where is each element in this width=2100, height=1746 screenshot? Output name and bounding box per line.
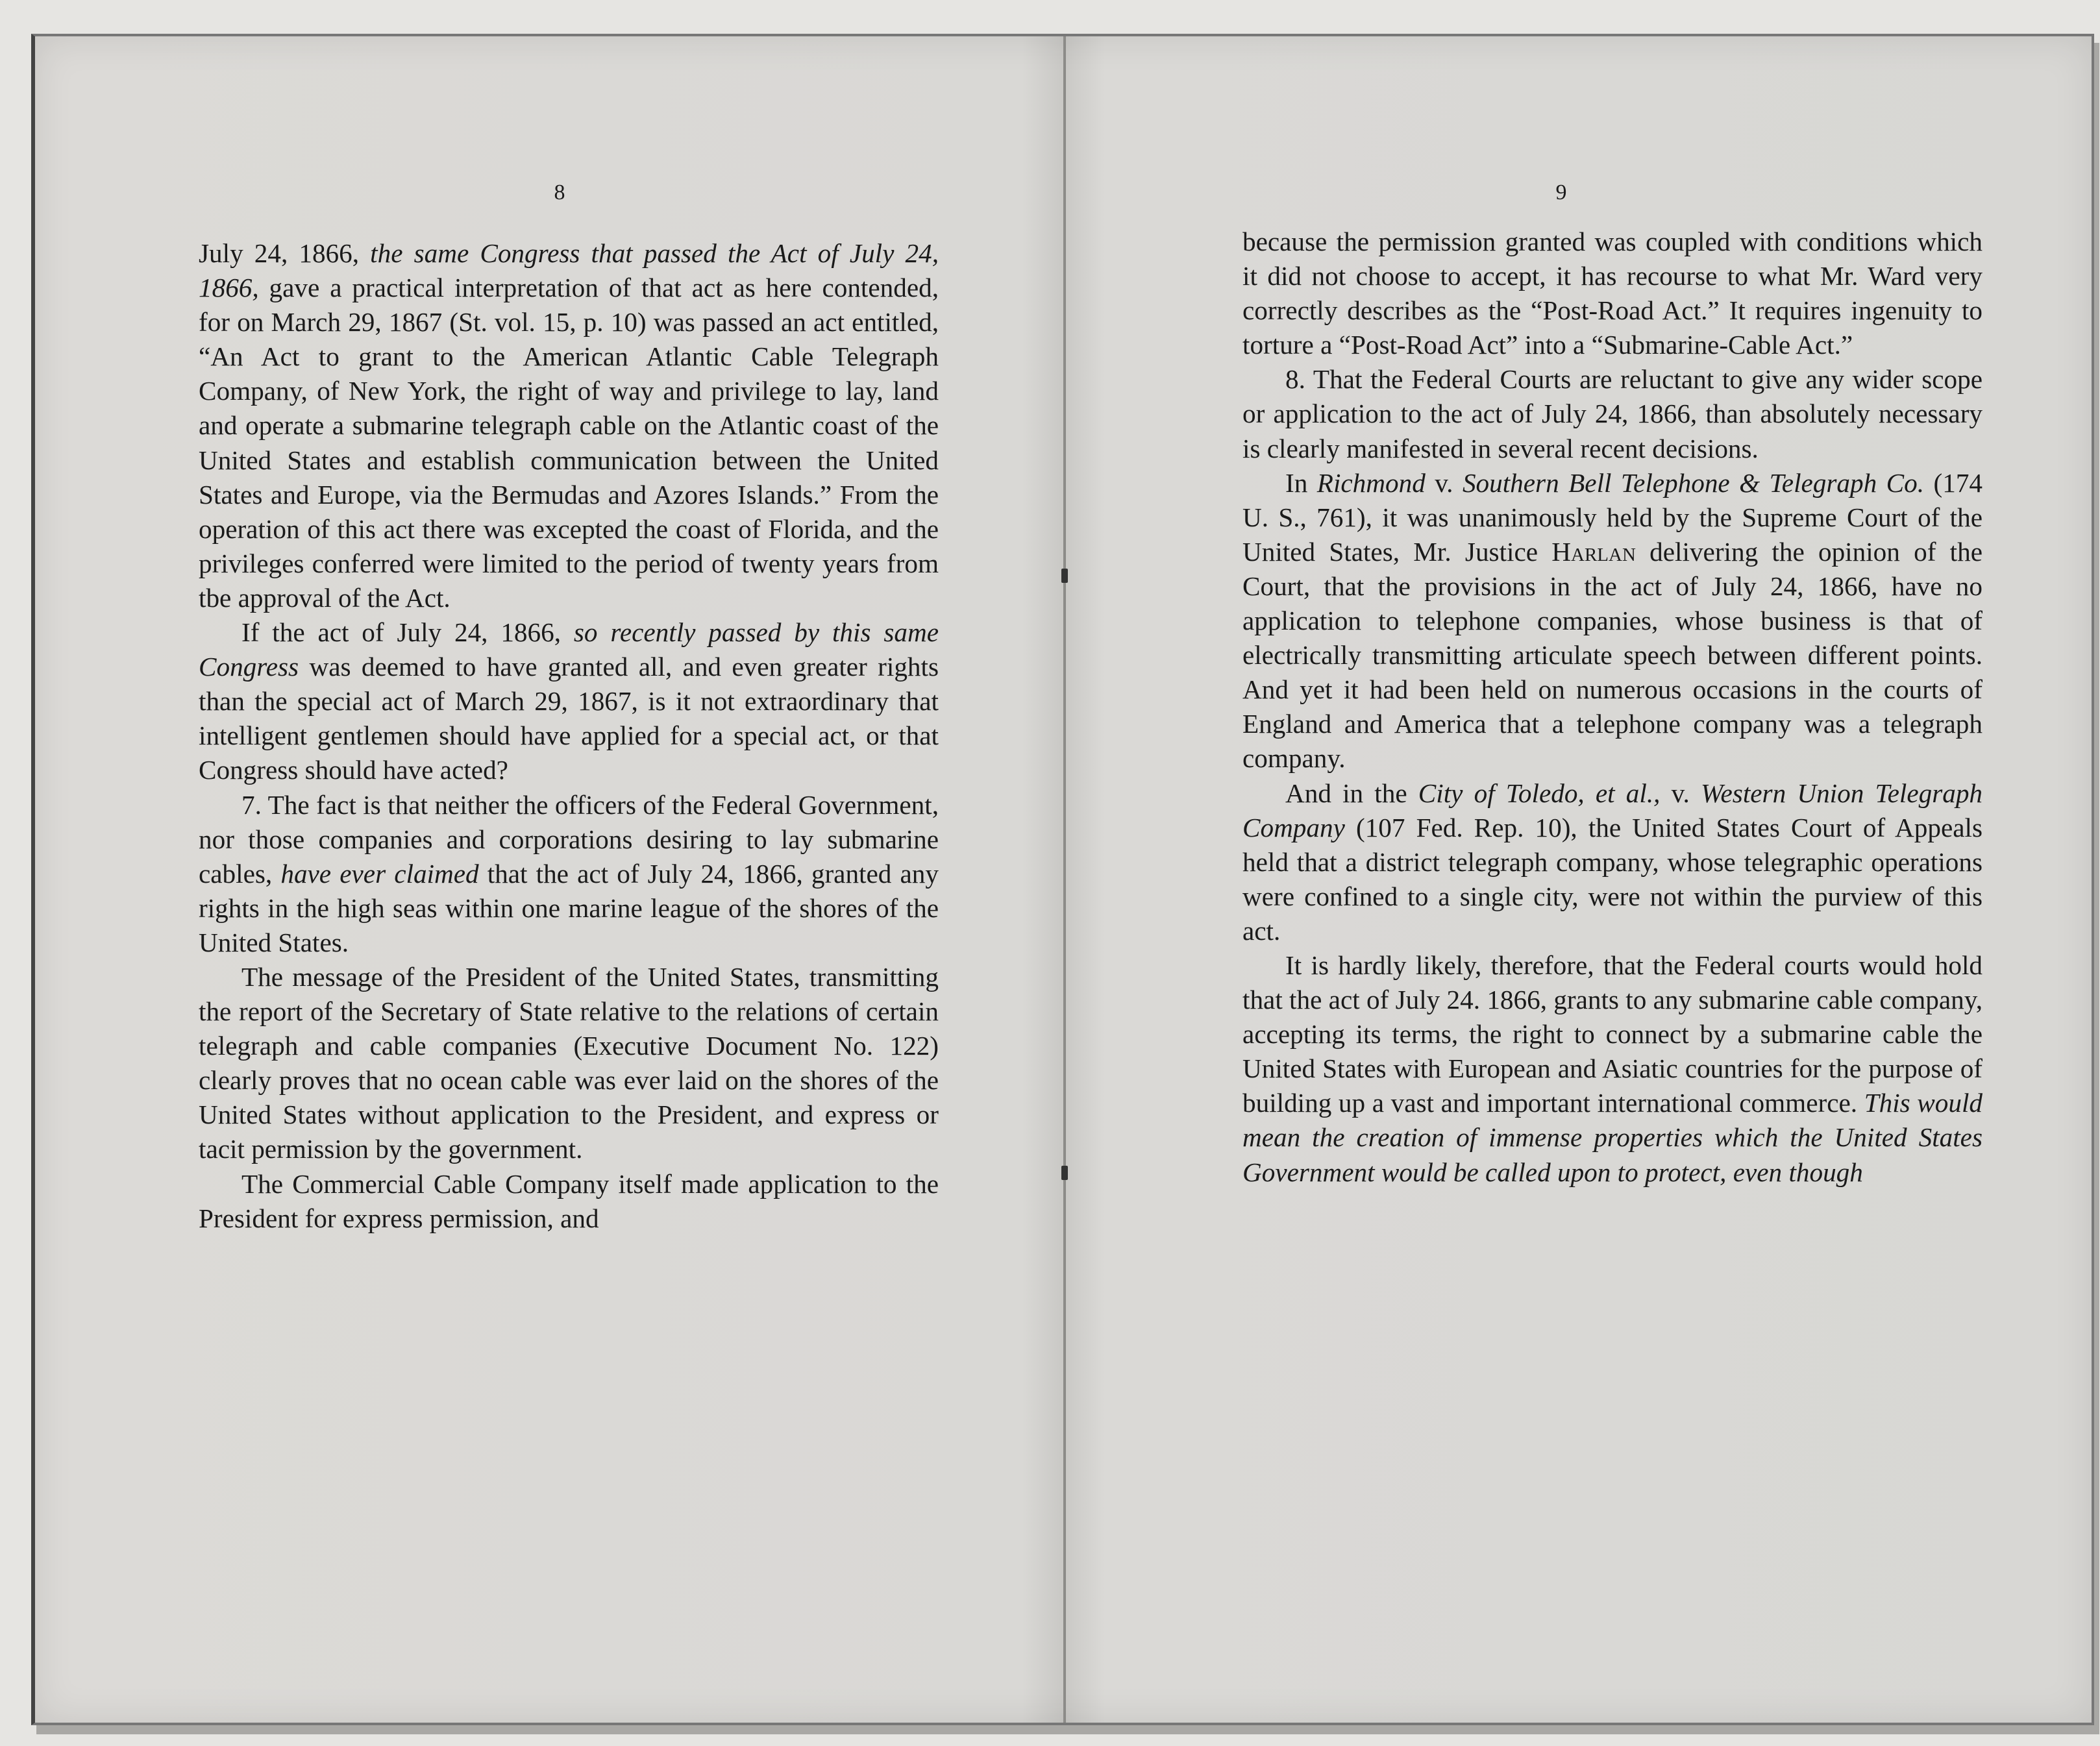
text-run: 8. That the Federal Courts are reluctant to give any wider scope or application to the act of July 24, 1866, than absolutely necessary is clearly manifested in several recent decisions.: [1242, 364, 1983, 463]
text-run: And in the: [1285, 778, 1418, 808]
page-9-body: [1242, 225, 1983, 1190]
italic-run: Western Union Telegraph Company: [1242, 778, 1983, 842]
paragraph: [1242, 948, 1983, 1190]
page-8: [35, 36, 1063, 1723]
text-run: v.: [1660, 778, 1701, 808]
page-number-left: 8: [554, 180, 565, 204]
text-run: In: [1285, 467, 1317, 498]
text-run: It is hardly likely, therefore, that the Federal courts would hold that the act of July 24. 1866, grants to any submarine cable company, accepting its terms, the right to connect by a submarine cable the United States with European and Asiatic countries for the purpose of building up a vast and important international commerce.: [1242, 950, 1983, 1118]
paragraph: [1242, 466, 1983, 776]
text-run: If the act of July 24, 1866,: [241, 617, 574, 648]
text-run: July 24, 1866,: [199, 238, 371, 268]
text-run: 7. The fact is that neither the officers of the Federal Government, nor those companies and corporations desiring to lay submarine cables,: [199, 789, 939, 889]
paragraph: [1242, 362, 1983, 465]
paragraph: [1242, 225, 1983, 362]
page-8-body: [199, 236, 939, 1236]
text-run: delivering the opinion of the Court, that the provisions in the act of July 24, 1866, have no application to telephone companies, whose business is that of electrically transmitting articulate speech between different points. And yet it had been held on numerous occasions in the courts of England and America that a telephone company was a telegraph company.: [1242, 536, 1983, 774]
paragraph: [199, 788, 939, 960]
open-booklet: [31, 34, 2094, 1725]
paragraph: [1242, 776, 1983, 948]
page-number-right: 9: [1555, 180, 1567, 204]
paragraph: [199, 236, 939, 615]
paragraph: [199, 960, 939, 1167]
paragraph: [199, 615, 939, 787]
text-run: (174 U. S., 761), it was unanimously held by the Supreme Court of the United States, Mr. Justice: [1242, 467, 1983, 567]
text-run: The Commercial Cable Company itself made application to the President for express permission, and: [199, 1168, 939, 1233]
text-run: Harlan: [1551, 536, 1636, 567]
italic-run: the same Congress that passed the Act of July 24, 1866,: [199, 238, 939, 303]
text-run: because the permission granted was coupled with conditions which it did not choose to accept, it has recourse to what Mr. Ward very correctly describes as the “Post-Road Act.” It requires ingenuity to torture a “Post-Road Act” into a “Submarine-Cable Act.”: [1242, 227, 1983, 360]
text-run: v.: [1425, 467, 1463, 498]
paragraph: [199, 1167, 939, 1236]
italic-run: have ever claimed: [280, 858, 479, 889]
italic-run: City of Toledo, et al.,: [1418, 778, 1661, 808]
text-run: (107 Fed. Rep. 10), the United States Court of Appeals held that a district telegraph company, whose telegraphic operations were confined to a single city, were not within the purview of this act.: [1242, 812, 1983, 946]
text-run: was deemed to have granted all, and even greater rights than the special act of March 29, 1867, is it not extraordinary that intelligent gentlemen should have applied for a special act, or that Congress should have acted?: [199, 652, 939, 785]
page-9: [1066, 36, 2092, 1723]
text-run: gave a practical interpretation of that act as here contended, for on March 29, 1867 (St. vol. 15, p. 10) was passed an act entitled, “An Act to grant to the American Atlantic Cable Telegraph Company, of New York, the right of way and privilege to lay, land and operate a submarine telegraph cable on the Atlantic coast of the United States and establish communication between the United States and Europe, via the Bermudas and Azores Islands.” From the operation of this act there was excepted the coast of Florida, and the privileges conferred were limited to the period of twenty years from tbe approval of the Act.: [199, 273, 939, 613]
text-run: The message of the President of the United States, transmitting the report of the Secretary of State relative to the relations of certain telegraph and cable companies (Executive Document No. 122) clearly proves that no ocean cable was ever laid on the shores of the United States without application to the President, and express or tacit permission by the government.: [199, 961, 939, 1164]
italic-run: This would mean the creation of immense properties which the United States Government would be called upon to protect, even though: [1242, 1088, 1983, 1187]
italic-run: so recently passed by this same Congress: [199, 617, 939, 682]
italic-run: Richmond: [1316, 467, 1426, 498]
text-run: that the act of July 24, 1866, granted any rights in the high seas within one marine league of the shores of the United States.: [199, 858, 939, 957]
italic-run: Southern Bell Telephone & Telegraph Co.: [1462, 467, 1925, 498]
